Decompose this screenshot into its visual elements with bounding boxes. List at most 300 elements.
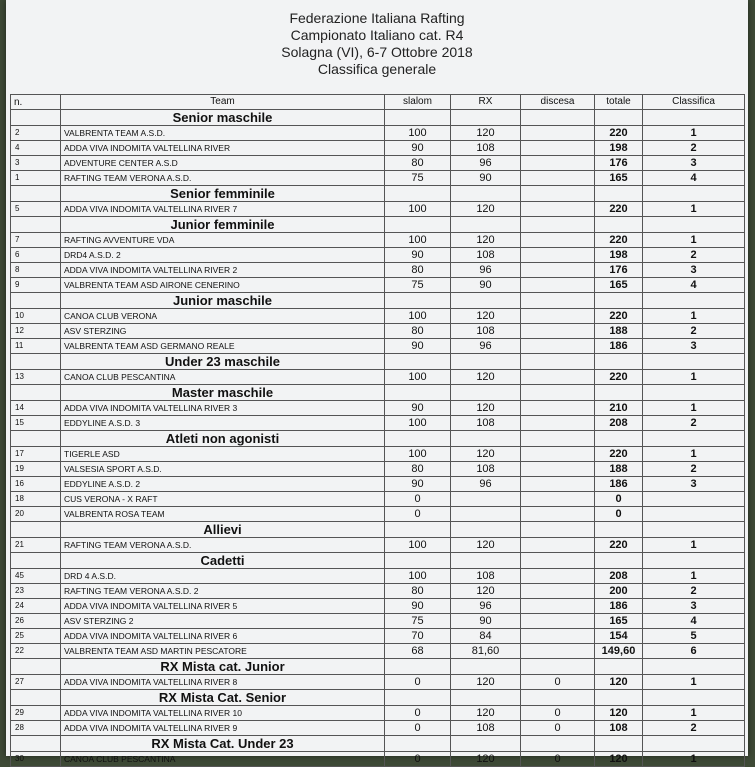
category-row bbox=[11, 659, 745, 675]
total-score: 220 bbox=[595, 126, 643, 141]
category-empty-cell bbox=[595, 690, 643, 706]
ranking-position: 2 bbox=[643, 248, 745, 263]
discesa-score bbox=[521, 141, 595, 156]
table-row bbox=[11, 263, 745, 278]
team-name: VALBRENTA TEAM ASD AIRONE CENERINO bbox=[61, 278, 385, 293]
document-header bbox=[6, 0, 748, 78]
category-empty-cell bbox=[643, 385, 745, 401]
total-score: 220 bbox=[595, 538, 643, 553]
discesa-score bbox=[521, 278, 595, 293]
slalom-score: 100 bbox=[385, 370, 451, 385]
event-location-date: Solagna (VI), 6-7 Ottobre 2018 bbox=[281, 44, 473, 60]
ranking-position: 3 bbox=[643, 339, 745, 354]
rx-score: 108 bbox=[451, 462, 521, 477]
total-score: 186 bbox=[595, 599, 643, 614]
rx-score: 96 bbox=[451, 339, 521, 354]
bib-number: 5 bbox=[11, 202, 61, 217]
category-empty-cell bbox=[385, 110, 451, 126]
category-empty-cell bbox=[643, 659, 745, 675]
bib-number: 16 bbox=[11, 477, 61, 492]
bib-number: 45 bbox=[11, 569, 61, 584]
col-team: Team bbox=[61, 95, 385, 110]
rx-score: 90 bbox=[451, 171, 521, 186]
table-row bbox=[11, 477, 745, 492]
bib-number: 24 bbox=[11, 599, 61, 614]
bib-number: 6 bbox=[11, 248, 61, 263]
team-name: ADDA VIVA INDOMITA VALTELLINA RIVER 5 bbox=[61, 599, 385, 614]
category-n-cell bbox=[11, 659, 61, 675]
slalom-score: 100 bbox=[385, 416, 451, 431]
team-name: ADVENTURE CENTER A.S.D bbox=[61, 156, 385, 171]
category-empty-cell bbox=[451, 736, 521, 752]
table-row bbox=[11, 233, 745, 248]
discesa-score bbox=[521, 309, 595, 324]
table-row bbox=[11, 156, 745, 171]
bib-number: 14 bbox=[11, 401, 61, 416]
total-score: 188 bbox=[595, 462, 643, 477]
table-row bbox=[11, 126, 745, 141]
category-n-cell bbox=[11, 385, 61, 401]
slalom-score: 90 bbox=[385, 401, 451, 416]
table-row bbox=[11, 584, 745, 599]
slalom-score: 80 bbox=[385, 462, 451, 477]
slalom-score: 0 bbox=[385, 752, 451, 767]
team-name: CUS VERONA - X RAFT bbox=[61, 492, 385, 507]
slalom-score: 90 bbox=[385, 248, 451, 263]
slalom-score: 0 bbox=[385, 507, 451, 522]
rx-score: 84 bbox=[451, 629, 521, 644]
category-empty-cell bbox=[643, 736, 745, 752]
slalom-score: 80 bbox=[385, 584, 451, 599]
table-row bbox=[11, 538, 745, 553]
total-score: 165 bbox=[595, 171, 643, 186]
team-name: DRD 4 A.S.D. bbox=[61, 569, 385, 584]
bib-number: 29 bbox=[11, 706, 61, 721]
category-empty-cell bbox=[385, 690, 451, 706]
ranking-position: 3 bbox=[643, 156, 745, 171]
rx-score: 120 bbox=[451, 126, 521, 141]
col-n: n. bbox=[11, 95, 61, 110]
slalom-score: 80 bbox=[385, 263, 451, 278]
category-n-cell bbox=[11, 186, 61, 202]
category-row bbox=[11, 690, 745, 706]
col-discesa: discesa bbox=[521, 95, 595, 110]
slalom-score: 100 bbox=[385, 309, 451, 324]
ranking-position: 2 bbox=[643, 462, 745, 477]
total-score: 220 bbox=[595, 447, 643, 462]
total-score: 208 bbox=[595, 416, 643, 431]
category-n-cell bbox=[11, 690, 61, 706]
bib-number: 3 bbox=[11, 156, 61, 171]
category-n-cell bbox=[11, 354, 61, 370]
ranking-position: 2 bbox=[643, 721, 745, 736]
discesa-score bbox=[521, 233, 595, 248]
ranking-position: 1 bbox=[643, 401, 745, 416]
category-empty-cell bbox=[595, 385, 643, 401]
slalom-score: 90 bbox=[385, 339, 451, 354]
category-n-cell bbox=[11, 217, 61, 233]
slalom-score: 100 bbox=[385, 538, 451, 553]
total-score: 149,60 bbox=[595, 644, 643, 659]
bib-number: 9 bbox=[11, 278, 61, 293]
category-empty-cell bbox=[385, 659, 451, 675]
results-sheet bbox=[6, 0, 748, 765]
category-empty-cell bbox=[385, 553, 451, 569]
ranking-position: 3 bbox=[643, 477, 745, 492]
table-row bbox=[11, 324, 745, 339]
category-title: Senior femminile bbox=[61, 186, 385, 202]
bib-number: 25 bbox=[11, 629, 61, 644]
bib-number: 30 bbox=[11, 752, 61, 767]
table-row bbox=[11, 339, 745, 354]
team-name: ADDA VIVA INDOMITA VALTELLINA RIVER 3 bbox=[61, 401, 385, 416]
col-totale: totale bbox=[595, 95, 643, 110]
category-empty-cell bbox=[451, 431, 521, 447]
ranking-position: 2 bbox=[643, 324, 745, 339]
table-row bbox=[11, 141, 745, 156]
bib-number: 18 bbox=[11, 492, 61, 507]
category-row bbox=[11, 736, 745, 752]
total-score: 165 bbox=[595, 614, 643, 629]
category-empty-cell bbox=[643, 354, 745, 370]
category-row bbox=[11, 110, 745, 126]
category-empty-cell bbox=[385, 385, 451, 401]
category-row bbox=[11, 553, 745, 569]
category-empty-cell bbox=[595, 522, 643, 538]
team-name: VALSESIA SPORT A.S.D. bbox=[61, 462, 385, 477]
bib-number: 20 bbox=[11, 507, 61, 522]
category-empty-cell bbox=[643, 431, 745, 447]
category-empty-cell bbox=[451, 553, 521, 569]
team-name: RAFTING TEAM VERONA A.S.D. bbox=[61, 538, 385, 553]
bib-number: 7 bbox=[11, 233, 61, 248]
discesa-score: 0 bbox=[521, 721, 595, 736]
table-row bbox=[11, 447, 745, 462]
total-score: 0 bbox=[595, 507, 643, 522]
ranking-position: 3 bbox=[643, 263, 745, 278]
team-name: DRD4 A.S.D. 2 bbox=[61, 248, 385, 263]
category-empty-cell bbox=[451, 110, 521, 126]
bib-number: 23 bbox=[11, 584, 61, 599]
total-score: 220 bbox=[595, 233, 643, 248]
team-name: ASV STERZING 2 bbox=[61, 614, 385, 629]
discesa-score bbox=[521, 126, 595, 141]
rx-score: 96 bbox=[451, 156, 521, 171]
category-empty-cell bbox=[521, 217, 595, 233]
discesa-score bbox=[521, 263, 595, 278]
rx-score: 120 bbox=[451, 370, 521, 385]
table-row bbox=[11, 401, 745, 416]
team-name: VALBRENTA TEAM ASD MARTIN PESCATORE bbox=[61, 644, 385, 659]
category-empty-cell bbox=[643, 522, 745, 538]
bib-number: 2 bbox=[11, 126, 61, 141]
slalom-score: 0 bbox=[385, 675, 451, 690]
rx-score: 108 bbox=[451, 721, 521, 736]
category-empty-cell bbox=[595, 293, 643, 309]
ranking-position: 5 bbox=[643, 629, 745, 644]
rx-score: 120 bbox=[451, 706, 521, 721]
bib-number: 8 bbox=[11, 263, 61, 278]
category-empty-cell bbox=[643, 293, 745, 309]
total-score: 200 bbox=[595, 584, 643, 599]
category-row bbox=[11, 217, 745, 233]
rx-score: 96 bbox=[451, 599, 521, 614]
rx-score: 120 bbox=[451, 584, 521, 599]
rx-score: 120 bbox=[451, 233, 521, 248]
bib-number: 11 bbox=[11, 339, 61, 354]
slalom-score: 100 bbox=[385, 126, 451, 141]
discesa-score: 0 bbox=[521, 706, 595, 721]
slalom-score: 0 bbox=[385, 706, 451, 721]
results-table bbox=[10, 94, 745, 767]
ranking-position: 1 bbox=[643, 538, 745, 553]
bib-number: 22 bbox=[11, 644, 61, 659]
ranking-title: Classifica generale bbox=[317, 61, 437, 77]
rx-score: 90 bbox=[451, 614, 521, 629]
category-empty-cell bbox=[385, 217, 451, 233]
category-empty-cell bbox=[595, 736, 643, 752]
category-empty-cell bbox=[643, 217, 745, 233]
ranking-position: 1 bbox=[643, 233, 745, 248]
table-row bbox=[11, 721, 745, 736]
slalom-score: 80 bbox=[385, 156, 451, 171]
table-row bbox=[11, 309, 745, 324]
team-name: ADDA VIVA INDOMITA VALTELLINA RIVER 9 bbox=[61, 721, 385, 736]
rx-score: 96 bbox=[451, 477, 521, 492]
category-empty-cell bbox=[521, 354, 595, 370]
table-header-row bbox=[11, 95, 745, 110]
team-name: VALBRENTA ROSA TEAM bbox=[61, 507, 385, 522]
table-row bbox=[11, 370, 745, 385]
team-name: RAFTING TEAM VERONA A.S.D. 2 bbox=[61, 584, 385, 599]
team-name: CANOA CLUB PESCANTINA bbox=[61, 752, 385, 767]
team-name: VALBRENTA TEAM A.S.D. bbox=[61, 126, 385, 141]
rx-score: 120 bbox=[451, 675, 521, 690]
category-title: Master maschile bbox=[61, 385, 385, 401]
slalom-score: 100 bbox=[385, 233, 451, 248]
category-empty-cell bbox=[595, 659, 643, 675]
category-empty-cell bbox=[643, 186, 745, 202]
category-empty-cell bbox=[521, 690, 595, 706]
category-n-cell bbox=[11, 522, 61, 538]
ranking-position: 2 bbox=[643, 141, 745, 156]
ranking-position: 1 bbox=[643, 675, 745, 690]
discesa-score bbox=[521, 538, 595, 553]
discesa-score bbox=[521, 477, 595, 492]
rx-score: 96 bbox=[451, 263, 521, 278]
discesa-score bbox=[521, 370, 595, 385]
discesa-score bbox=[521, 644, 595, 659]
category-empty-cell bbox=[385, 522, 451, 538]
category-n-cell bbox=[11, 293, 61, 309]
category-empty-cell bbox=[451, 217, 521, 233]
ranking-position: 2 bbox=[643, 416, 745, 431]
table-row bbox=[11, 706, 745, 721]
slalom-score: 80 bbox=[385, 324, 451, 339]
team-name: CANOA CLUB PESCANTINA bbox=[61, 370, 385, 385]
slalom-score: 90 bbox=[385, 477, 451, 492]
discesa-score bbox=[521, 401, 595, 416]
category-empty-cell bbox=[595, 186, 643, 202]
discesa-score bbox=[521, 324, 595, 339]
category-empty-cell bbox=[385, 736, 451, 752]
discesa-score bbox=[521, 156, 595, 171]
slalom-score: 70 bbox=[385, 629, 451, 644]
category-row bbox=[11, 186, 745, 202]
slalom-score: 100 bbox=[385, 569, 451, 584]
category-title: Allievi bbox=[61, 522, 385, 538]
category-empty-cell bbox=[521, 659, 595, 675]
slalom-score: 90 bbox=[385, 141, 451, 156]
slalom-score: 100 bbox=[385, 202, 451, 217]
discesa-score bbox=[521, 171, 595, 186]
category-empty-cell bbox=[451, 354, 521, 370]
bib-number: 28 bbox=[11, 721, 61, 736]
table-row bbox=[11, 629, 745, 644]
discesa-score bbox=[521, 462, 595, 477]
category-n-cell bbox=[11, 110, 61, 126]
category-row bbox=[11, 354, 745, 370]
ranking-position: 1 bbox=[643, 370, 745, 385]
total-score: 154 bbox=[595, 629, 643, 644]
category-title: RX Mista cat. Junior bbox=[61, 659, 385, 675]
category-n-cell bbox=[11, 431, 61, 447]
table-row bbox=[11, 171, 745, 186]
total-score: 220 bbox=[595, 370, 643, 385]
team-name: ADDA VIVA INDOMITA VALTELLINA RIVER 2 bbox=[61, 263, 385, 278]
ranking-position: 2 bbox=[643, 584, 745, 599]
category-title: RX Mista Cat. Under 23 bbox=[61, 736, 385, 752]
team-name: VALBRENTA TEAM ASD GERMANO REALE bbox=[61, 339, 385, 354]
category-empty-cell bbox=[521, 553, 595, 569]
category-empty-cell bbox=[595, 431, 643, 447]
category-title: Cadetti bbox=[61, 553, 385, 569]
total-score: 188 bbox=[595, 324, 643, 339]
ranking-position: 6 bbox=[643, 644, 745, 659]
team-name: CANOA CLUB VERONA bbox=[61, 309, 385, 324]
total-score: 176 bbox=[595, 263, 643, 278]
category-empty-cell bbox=[385, 186, 451, 202]
table-row bbox=[11, 599, 745, 614]
total-score: 210 bbox=[595, 401, 643, 416]
ranking-position bbox=[643, 492, 745, 507]
category-title: Under 23 maschile bbox=[61, 354, 385, 370]
rx-score: 108 bbox=[451, 141, 521, 156]
table-row bbox=[11, 507, 745, 522]
total-score: 176 bbox=[595, 156, 643, 171]
team-name: ASV STERZING bbox=[61, 324, 385, 339]
discesa-score bbox=[521, 339, 595, 354]
bib-number: 15 bbox=[11, 416, 61, 431]
slalom-score: 75 bbox=[385, 278, 451, 293]
ranking-position: 1 bbox=[643, 706, 745, 721]
rx-score bbox=[451, 492, 521, 507]
category-empty-cell bbox=[451, 690, 521, 706]
discesa-score bbox=[521, 629, 595, 644]
team-name: ADDA VIVA INDOMITA VALTELLINA RIVER 6 bbox=[61, 629, 385, 644]
results-body bbox=[11, 110, 745, 767]
slalom-score: 75 bbox=[385, 171, 451, 186]
table-row bbox=[11, 462, 745, 477]
total-score: 120 bbox=[595, 675, 643, 690]
category-title: Atleti non agonisti bbox=[61, 431, 385, 447]
team-name: TIGERLE ASD bbox=[61, 447, 385, 462]
category-empty-cell bbox=[643, 553, 745, 569]
rx-score: 108 bbox=[451, 569, 521, 584]
slalom-score: 90 bbox=[385, 599, 451, 614]
table-row bbox=[11, 492, 745, 507]
discesa-score bbox=[521, 416, 595, 431]
category-empty-cell bbox=[451, 186, 521, 202]
category-empty-cell bbox=[521, 736, 595, 752]
slalom-score: 75 bbox=[385, 614, 451, 629]
category-empty-cell bbox=[451, 385, 521, 401]
category-row bbox=[11, 431, 745, 447]
slalom-score: 0 bbox=[385, 492, 451, 507]
ranking-position: 1 bbox=[643, 752, 745, 767]
table-row bbox=[11, 614, 745, 629]
category-empty-cell bbox=[643, 690, 745, 706]
discesa-score bbox=[521, 447, 595, 462]
table-row bbox=[11, 278, 745, 293]
category-empty-cell bbox=[385, 293, 451, 309]
category-empty-cell bbox=[521, 186, 595, 202]
category-row bbox=[11, 293, 745, 309]
ranking-position: 1 bbox=[643, 309, 745, 324]
discesa-score bbox=[521, 569, 595, 584]
total-score: 186 bbox=[595, 339, 643, 354]
rx-score: 120 bbox=[451, 538, 521, 553]
col-rx: RX bbox=[451, 95, 521, 110]
rx-score: 108 bbox=[451, 248, 521, 263]
col-slalom: slalom bbox=[385, 95, 451, 110]
total-score: 198 bbox=[595, 141, 643, 156]
table-row bbox=[11, 202, 745, 217]
category-title: RX Mista Cat. Senior bbox=[61, 690, 385, 706]
category-empty-cell bbox=[595, 217, 643, 233]
team-name: ADDA VIVA INDOMITA VALTELLINA RIVER bbox=[61, 141, 385, 156]
total-score: 108 bbox=[595, 721, 643, 736]
ranking-position: 1 bbox=[643, 569, 745, 584]
discesa-score bbox=[521, 507, 595, 522]
category-n-cell bbox=[11, 736, 61, 752]
total-score: 120 bbox=[595, 752, 643, 767]
table-row bbox=[11, 644, 745, 659]
slalom-score: 100 bbox=[385, 447, 451, 462]
category-title: Junior femminile bbox=[61, 217, 385, 233]
ranking-position: 4 bbox=[643, 278, 745, 293]
category-empty-cell bbox=[451, 659, 521, 675]
bib-number: 10 bbox=[11, 309, 61, 324]
category-empty-cell bbox=[521, 110, 595, 126]
category-empty-cell bbox=[521, 293, 595, 309]
category-row bbox=[11, 385, 745, 401]
bib-number: 27 bbox=[11, 675, 61, 690]
category-title: Senior maschile bbox=[61, 110, 385, 126]
rx-score bbox=[451, 507, 521, 522]
table-row bbox=[11, 416, 745, 431]
ranking-position: 4 bbox=[643, 171, 745, 186]
slalom-score: 0 bbox=[385, 721, 451, 736]
total-score: 186 bbox=[595, 477, 643, 492]
category-empty-cell bbox=[451, 293, 521, 309]
total-score: 165 bbox=[595, 278, 643, 293]
total-score: 120 bbox=[595, 706, 643, 721]
team-name: ADDA VIVA INDOMITA VALTELLINA RIVER 10 bbox=[61, 706, 385, 721]
team-name: ADDA VIVA INDOMITA VALTELLINA RIVER 8 bbox=[61, 675, 385, 690]
category-row bbox=[11, 522, 745, 538]
discesa-score bbox=[521, 614, 595, 629]
